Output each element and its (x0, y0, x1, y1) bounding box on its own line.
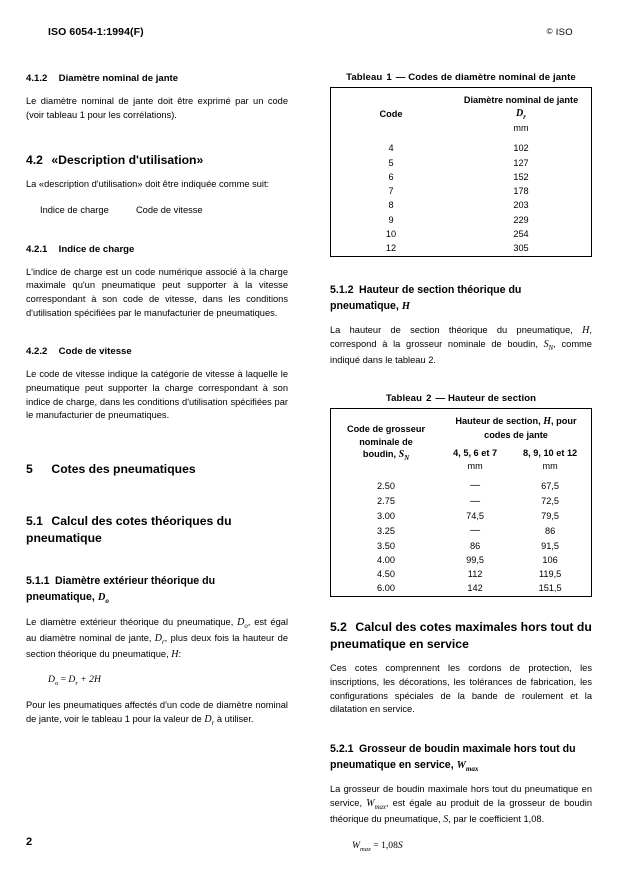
cell-height-codes-8-12: 86 (544, 525, 556, 536)
table-row (331, 185, 592, 199)
section-title-line1: Calcul des cotes maximales hors tout du (355, 620, 592, 635)
text-part: , est égal au diamètre nominal de jante, (26, 616, 289, 643)
cell-code: 6 (388, 171, 394, 182)
section-title: «Description d'utilisation» (51, 153, 204, 168)
section-number: 5.1 (26, 514, 43, 529)
section-title-line1: Calcul des cotes théoriques du (51, 514, 232, 529)
empty-value-dash: — (470, 480, 481, 492)
column-header-section-height-span (441, 408, 592, 445)
section-heading-5-1-2 (330, 283, 592, 315)
column-header-bead-code (331, 408, 442, 478)
header-unit: mm (542, 461, 558, 472)
cell-height-codes-8-12: 106 (542, 554, 558, 565)
symbol-max-section-width: $W_{max}$ (366, 798, 386, 812)
table-2-caption (330, 393, 592, 404)
symbol-rim-diameter: $D_r$ (516, 107, 526, 121)
section-heading-4-2-1 (26, 243, 288, 257)
clause-title: Cotes des pneumatiques (51, 461, 196, 476)
table-row (331, 494, 592, 509)
table-row (331, 553, 592, 567)
example-load-index: Indice de charge (40, 204, 109, 215)
cell-code: 10 (385, 228, 397, 239)
clause-heading-5 (26, 461, 288, 478)
cell-code: 4 (388, 143, 394, 154)
spacer (26, 230, 288, 243)
symbol-section-height: H (543, 415, 552, 427)
spacer (26, 332, 288, 345)
usage-description-example (26, 204, 288, 218)
table-row (331, 509, 592, 523)
cell-diameter: 102 (513, 143, 529, 154)
text-part: , plus deux fois la hauteur de section théorique du pneumatique, (26, 632, 288, 659)
symbol-section-height: H (401, 300, 410, 312)
cell-diameter: 178 (513, 186, 529, 197)
section-title: Indice de charge (58, 243, 135, 255)
cell-code: 8 (388, 200, 394, 211)
cell-code: 7 (388, 186, 394, 197)
clause-number: 5 (26, 461, 33, 476)
cell-bead-code: 6.00 (377, 583, 395, 594)
table-row (331, 568, 592, 582)
cell-height-codes-8-12: 151,5 (538, 583, 562, 594)
cell-bead-code: 3.00 (377, 511, 395, 522)
cell-diameter: 127 (513, 157, 529, 168)
section-heading-4-1-2 (26, 72, 288, 86)
section-heading-5-1-1 (26, 574, 288, 607)
column-header-codes-4-7 (441, 445, 509, 478)
table-header-row (331, 88, 592, 142)
caption-dash: — (395, 72, 406, 83)
cell-diameter: 203 (513, 200, 529, 211)
cell-height-codes-4-7: 74,5 (466, 511, 485, 522)
paragraph-5-1-1-closing (26, 699, 288, 729)
text-part: La grosseur de boudin maximale hors tout du pneumatique en service, (330, 784, 592, 809)
cell-height-codes-8-12: 91,5 (541, 540, 560, 551)
formula-lhs: $W_{max}$ (352, 839, 371, 853)
header-text: , pour (551, 415, 577, 426)
spacer (330, 729, 592, 742)
cell-height-codes-4-7: 99,5 (466, 554, 485, 565)
cell-height-codes-4-7 (441, 524, 509, 539)
cell-height-codes-8-12: 72,5 (541, 496, 560, 507)
symbol-outer-diameter: $D_o$ (237, 616, 248, 630)
cell-height-codes-8-12: 119,5 (538, 569, 562, 580)
paragraph-5-2-1 (330, 783, 592, 827)
section-number: 5.2.1 (330, 742, 354, 755)
cell-code: 12 (385, 243, 397, 254)
paragraph-4-1-2: Le diamètre nominal de jante doit être exprimé par un code (voir tableau 1 pour les corrélations). (26, 95, 288, 120)
cell-bead-code: 3.25 (377, 525, 395, 536)
column-header-code: Code (379, 109, 403, 120)
cell-bead-code: 2.75 (377, 496, 395, 507)
left-column (26, 72, 288, 729)
symbol-max-section-width: $W_{max}$ (456, 759, 479, 773)
right-column (330, 72, 592, 865)
symbol-outer-diameter: $D_o$ (97, 592, 109, 606)
symbol-rim-diameter: $D_r$ (154, 632, 165, 646)
section-title-line2: pneumatique, (330, 299, 399, 312)
table-row (331, 582, 592, 597)
section-title-line2: pneumatique en service (330, 637, 469, 652)
caption-dash: — (435, 392, 446, 404)
column-header-codes-8-12 (509, 445, 591, 478)
formula-rhs-1: $D_r$ (68, 674, 78, 688)
section-number: 5.1.1 (26, 575, 50, 588)
formula-outer-diameter (26, 674, 288, 687)
paragraph-4-2-1: L'indice de charge est un code numérique associé à la charge maximale qu'un pneumatique peut supporter à la vitesse correspondant à son code de vitesse, dans les conditions d'utilisation spécifiées par le manufacturier de pneumatiques. (26, 266, 288, 318)
page-header (48, 26, 573, 42)
text-part: , comme indiqué dans le tableau 2. (330, 339, 592, 366)
cell-bead-code: 2.50 (377, 480, 395, 491)
formula-rhs-2: + 2H (77, 674, 101, 686)
example-speed-code: Code de vitesse (135, 204, 203, 215)
spacer (26, 435, 288, 453)
paragraph-5-2: Ces cotes comprennent les cordons de protection, les inscriptions, les décorations, les tolérances de fabrication, les configurations spéciales de la bande de roulement et la dilatation en service. (330, 663, 592, 715)
section-number: 5.1.2 (330, 283, 354, 296)
section-title-line2: pneumatique, (26, 591, 95, 604)
header-text: Code de grosseur (346, 423, 426, 434)
spacer (26, 487, 288, 505)
formula-coefficient: 1,08 (381, 839, 398, 851)
spacer (26, 556, 288, 574)
cell-height-codes-4-7: 112 (467, 569, 483, 580)
caption-number: 1 (386, 72, 392, 83)
formula-max-section-width (330, 840, 592, 853)
cell-bead-code: 3.50 (377, 540, 395, 551)
document-id: ISO 6054-1:1994(F) (48, 26, 144, 38)
table-row (331, 539, 592, 553)
caption-number: 2 (426, 392, 432, 404)
symbol-section-height: H (171, 648, 179, 660)
header-unit: mm (513, 123, 529, 134)
cell-diameter: 229 (513, 214, 529, 225)
paragraph-5-1-1 (26, 616, 288, 663)
section-heading-4-2-2 (26, 345, 288, 359)
formula-equals: = (370, 839, 382, 851)
section-title-line2: pneumatique en service, (330, 758, 454, 771)
table-row (331, 142, 592, 156)
section-heading-5-1 (26, 513, 288, 547)
spacer (26, 453, 288, 461)
section-title: Diamètre nominal de jante (58, 73, 179, 84)
section-heading-4-2 (26, 152, 288, 169)
table-1-header (331, 88, 592, 142)
table-row (331, 156, 592, 170)
section-number: 4.2.1 (26, 243, 48, 255)
section-number: 4.2.2 (26, 346, 48, 358)
text-part: La hauteur de section théorique du pneumatique, (330, 324, 573, 335)
text-part: Le diamètre extérieur théorique du pneumatique, (26, 616, 234, 627)
table-row (331, 170, 592, 184)
symbol-section-height: H (582, 324, 590, 336)
caption-label: Tableau (385, 392, 423, 404)
text-part: à utiliser. (216, 713, 254, 724)
table-row (331, 227, 592, 241)
spacer (26, 505, 288, 513)
copyright-icon: © (546, 27, 553, 36)
cell-height-codes-4-7 (441, 494, 509, 509)
copyright-notice (547, 27, 573, 38)
header-text: Diamètre nominal de jante (463, 95, 579, 105)
section-title: Code de vitesse (58, 346, 132, 358)
spacer (26, 134, 288, 152)
text-part: , est égale au produit de la grosseur de boudin théorique du pneumatique, (330, 798, 592, 825)
formula-lhs: $D_o$ (48, 674, 59, 688)
table-1-block (330, 72, 592, 257)
table-row (331, 524, 592, 539)
spacer (330, 257, 592, 275)
paragraph-4-2: La «description d'utilisation» doit être indiquée comme suit: (26, 179, 270, 190)
page-number: 2 (26, 836, 33, 848)
text-part: Pour les pneumatiques affectés d'un code de diamètre nominal de jante, voir le tableau 1 pour la valeur de (26, 700, 288, 724)
table-row (331, 199, 592, 213)
header-text: 8, 9, 10 et 12 (523, 448, 578, 459)
section-heading-5-2-1 (330, 742, 592, 775)
cell-code: 5 (388, 157, 394, 168)
section-number: 5.2 (330, 620, 347, 635)
cell-diameter: 152 (513, 171, 529, 182)
text-part: , par le coefficient 1,08. (448, 814, 545, 825)
table-2-header (331, 408, 592, 478)
caption-label: Tableau (346, 72, 383, 83)
caption-title: Codes de diamètre nominal de jante (408, 72, 576, 83)
copyright-label: ISO (555, 27, 573, 38)
paragraph-4-2-2: Le code de vitesse indique la catégorie de vitesse à laquelle le pneumatique peut supporter la charge correspondant à son indice de charge, dans les conditions d'utilisation spécifiées par le manufacturier de pneumatiques. (26, 369, 288, 421)
header-unit: mm (467, 461, 483, 472)
section-number: 4.1.2 (26, 73, 48, 84)
table-2-body (331, 479, 592, 597)
cell-code: 9 (388, 214, 394, 225)
cell-diameter: 305 (513, 243, 529, 254)
table-header-row-span (331, 408, 592, 445)
cell-height-codes-8-12: 79,5 (541, 511, 560, 522)
header-text: Hauteur de section, (455, 415, 541, 426)
caption-title: Hauteur de section (447, 392, 537, 404)
table-1-caption (330, 72, 592, 83)
cell-diameter: 254 (513, 228, 529, 239)
symbol-nominal-section-width: $S_N$ (543, 339, 554, 353)
empty-value-dash: — (470, 525, 481, 537)
column-header-diameter (451, 88, 592, 142)
cell-height-codes-4-7 (441, 479, 509, 494)
header-text: boudin, (362, 449, 397, 460)
section-title-line1: Hauteur de section théorique du (358, 283, 522, 296)
formula-equals: = (58, 674, 69, 686)
header-text: 4, 5, 6 et 7 (453, 448, 498, 459)
spacer (330, 275, 592, 283)
paragraph-5-1-2 (330, 324, 592, 368)
section-title-line1: Grosseur de boudin maximale hors tout du (358, 742, 576, 755)
formula-variable: S (397, 839, 403, 851)
table-1 (330, 87, 592, 257)
table-1-body (331, 142, 592, 257)
spacer (330, 597, 592, 615)
cell-height-codes-4-7: 142 (467, 583, 483, 594)
text-part: , correspond à la grosseur nominale de boudin, (330, 324, 592, 350)
section-number: 4.2 (26, 153, 43, 168)
symbol-nominal-section-width: $S_N$ (398, 449, 410, 463)
header-text: codes de jante (484, 429, 548, 440)
symbol-theoretical-section-width: S (443, 814, 449, 826)
empty-value-dash: — (470, 495, 481, 507)
header-text: nominale de (359, 436, 413, 447)
table-2-block (330, 393, 592, 597)
cell-height-codes-8-12: 67,5 (541, 480, 560, 491)
table-2 (330, 408, 592, 597)
cell-bead-code: 4.00 (377, 554, 395, 565)
table-row (331, 479, 592, 494)
symbol-rim-diameter: $D_r$ (204, 713, 215, 727)
cell-bead-code: 4.50 (377, 569, 395, 580)
section-title-line1: Diamètre extérieur théorique du (54, 575, 216, 588)
section-heading-5-2 (330, 619, 592, 653)
spacer (330, 380, 592, 393)
text-part: : (178, 648, 182, 659)
section-title-line2: pneumatique (26, 531, 102, 546)
body-columns (26, 72, 596, 865)
cell-height-codes-4-7: 86 (469, 540, 481, 551)
table-row (331, 242, 592, 257)
table-row (331, 213, 592, 227)
